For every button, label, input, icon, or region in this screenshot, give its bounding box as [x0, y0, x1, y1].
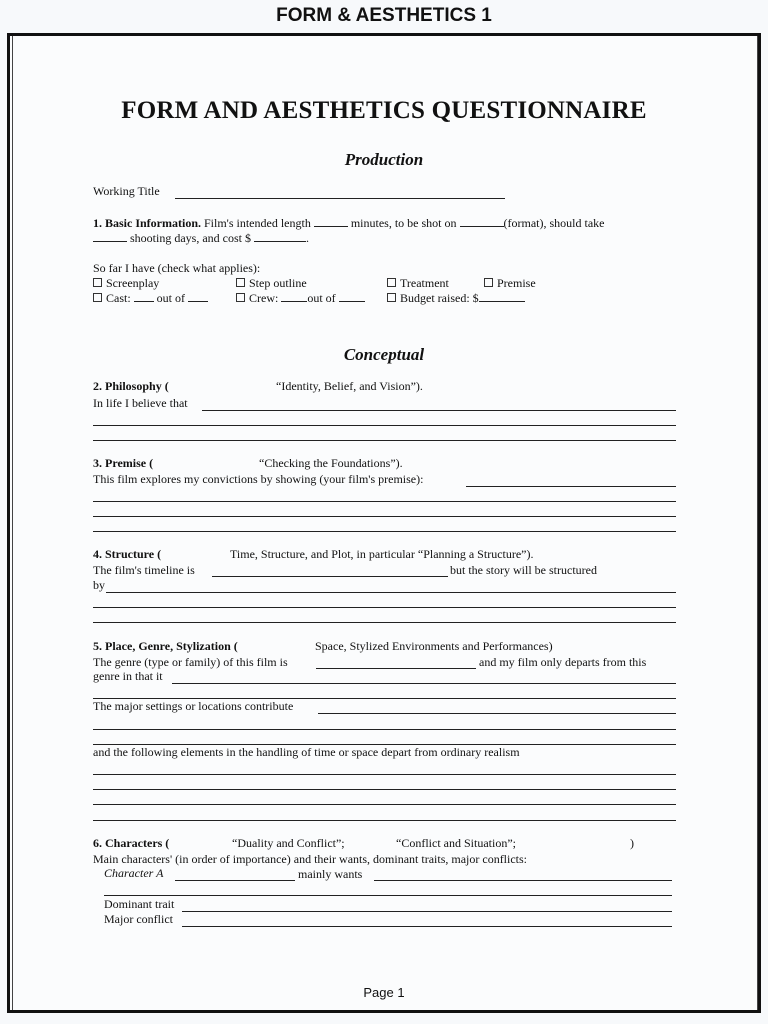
checkbox-square-icon [236, 293, 245, 302]
philosophy-label: 2. Philosophy ( [93, 379, 169, 393]
structure-answer-line[interactable] [93, 607, 676, 608]
budget-raised-field[interactable] [479, 291, 525, 302]
place-prompt-b: and my film only departs from this [479, 655, 647, 669]
structure-answer-line[interactable] [106, 592, 676, 593]
working-title-field[interactable] [175, 198, 505, 199]
premise-reference: “Checking the Foundations”). [259, 456, 403, 470]
cast-out-of-label: out of [156, 291, 186, 305]
checkbox-square-icon [93, 293, 102, 302]
checkbox-crew-label: Crew: [249, 291, 279, 305]
basic-info-line-2 [93, 231, 309, 246]
working-title-label: Working Title [93, 184, 160, 198]
structure-answer-line[interactable] [93, 622, 676, 623]
checkbox-premise-label: Premise [497, 276, 536, 290]
major-conflict-label: Major conflict [104, 912, 173, 926]
character-a-answer-line[interactable] [104, 895, 672, 896]
philosophy-reference: “Identity, Belief, and Vision”). [276, 379, 423, 393]
place-prompt-a: The genre (type or family) of this film is [93, 655, 288, 669]
structure-prompt-b: but the story will be structured [450, 563, 597, 577]
character-a-label: Character A [104, 866, 164, 880]
premise-answer-line[interactable] [466, 486, 676, 487]
crew-total-field[interactable] [339, 291, 365, 302]
checkbox-square-icon [484, 278, 493, 287]
cost-field[interactable] [254, 231, 306, 242]
shooting-days-field[interactable] [93, 231, 127, 242]
realism-answer-line[interactable] [93, 820, 676, 821]
characters-close-paren: ) [630, 836, 634, 850]
character-a-name-field[interactable] [175, 880, 295, 881]
section-heading-production: Production [344, 150, 424, 169]
dominant-trait-field[interactable] [182, 911, 672, 912]
checkbox-premise[interactable] [484, 276, 536, 291]
philosophy-answer-line[interactable] [202, 410, 676, 411]
major-conflict-field[interactable] [182, 926, 672, 927]
realism-answer-line[interactable] [93, 774, 676, 775]
philosophy-answer-line[interactable] [93, 440, 676, 441]
premise-answer-line[interactable] [93, 531, 676, 532]
premise-label: 3. Premise ( [93, 456, 154, 470]
basic-info-text-e: . [306, 231, 309, 245]
mainly-wants-label: mainly wants [298, 867, 363, 881]
header-title: FORM & AESTHETICS 1 [276, 5, 492, 26]
crew-out-of-label: out of [307, 291, 336, 305]
place-prompt-c: genre in that it [93, 669, 163, 683]
checkbox-budget-raised-label: Budget raised: $ [400, 291, 479, 305]
checkbox-square-icon [387, 278, 396, 287]
settings-answer-line[interactable] [93, 729, 676, 730]
characters-reference-b: “Conflict and Situation”; [396, 836, 516, 850]
place-prompt-d: The major settings or locations contribute [93, 699, 294, 713]
checkbox-square-icon [387, 293, 396, 302]
cast-total-field[interactable] [188, 291, 208, 302]
settings-answer-line[interactable] [318, 713, 676, 714]
genre-answer-line[interactable] [172, 683, 676, 684]
basic-info-label: 1. Basic Information. [93, 216, 201, 230]
dominant-trait-label: Dominant trait [104, 897, 175, 911]
basic-info-text-b: minutes, to be shot on [350, 216, 457, 230]
realism-answer-line[interactable] [93, 789, 676, 790]
characters-prompt: Main characters' (in order of importance) and their wants, dominant traits, major conflicts: [93, 852, 528, 866]
cast-count-field[interactable] [134, 291, 154, 302]
checkbox-treatment[interactable] [387, 276, 449, 291]
philosophy-answer-line[interactable] [93, 425, 676, 426]
characters-reference-a: “Duality and Conflict”; [232, 836, 345, 850]
length-minutes-field[interactable] [314, 216, 348, 227]
checkbox-square-icon [93, 278, 102, 287]
structure-label: 4. Structure ( [93, 547, 162, 561]
checkbox-crew[interactable] [236, 291, 365, 306]
crew-count-field[interactable] [281, 291, 307, 302]
genre-field[interactable] [316, 668, 476, 669]
structure-reference: Time, Structure, and Plot, in particular “Planning a Structure”). [230, 547, 534, 561]
basic-info-text-a: Film's intended length [204, 216, 311, 230]
basic-info-line-1 [93, 216, 604, 231]
checkbox-cast-label: Cast: [106, 291, 131, 305]
place-label: 5. Place, Genre, Stylization ( [93, 639, 238, 653]
section-heading-conceptual: Conceptual [343, 345, 425, 364]
checkbox-cast[interactable] [93, 291, 208, 306]
checkbox-treatment-label: Treatment [400, 276, 449, 290]
checkbox-screenplay-label: Screenplay [106, 276, 160, 290]
characters-label: 6. Characters ( [93, 836, 170, 850]
checkbox-square-icon [236, 278, 245, 287]
structure-prompt-c: by [93, 578, 105, 592]
so-far-prompt: So far I have (check what applies): [93, 261, 261, 275]
checkbox-screenplay[interactable] [93, 276, 159, 291]
basic-info-text-c: (format), should take [503, 216, 605, 230]
structure-prompt-a: The film's timeline is [93, 563, 195, 577]
place-prompt-e: and the following elements in the handling of time or space depart from ordinary realism [93, 745, 520, 759]
page-number: Page 1 [363, 985, 405, 1000]
realism-answer-line[interactable] [93, 804, 676, 805]
premise-answer-line[interactable] [93, 501, 676, 502]
format-field[interactable] [460, 216, 504, 227]
timeline-field[interactable] [212, 576, 448, 577]
basic-info-text-d: shooting days, and cost $ [130, 231, 251, 245]
checkbox-step-outline[interactable] [236, 276, 307, 291]
mainly-wants-field[interactable] [374, 880, 672, 881]
premise-prompt: This film explores my convictions by showing (your film's premise): [93, 472, 424, 486]
premise-answer-line[interactable] [93, 516, 676, 517]
philosophy-prompt: In life I believe that [93, 396, 188, 410]
place-reference: Space, Stylized Environments and Performances) [315, 639, 553, 653]
checkbox-step-outline-label: Step outline [249, 276, 307, 290]
checkbox-budget-raised[interactable] [387, 291, 525, 306]
document-title: FORM AND AESTHETICS QUESTIONNAIRE [121, 97, 647, 124]
